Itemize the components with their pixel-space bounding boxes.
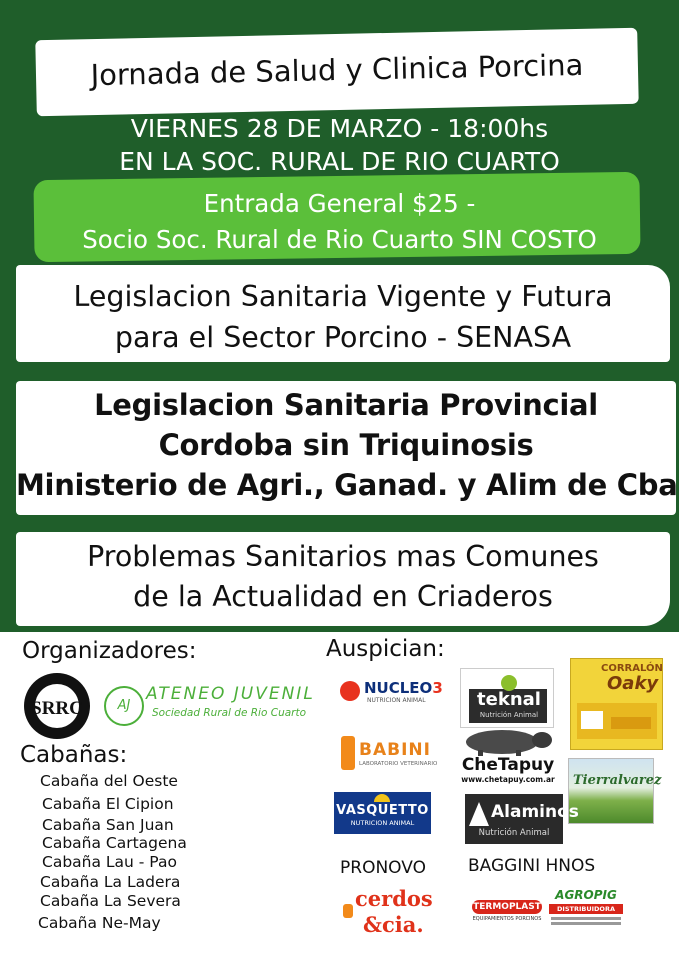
srrc-logo	[22, 670, 92, 742]
chetapuy-logo	[460, 728, 556, 788]
vasquetto-logo	[334, 792, 431, 834]
cabana-item: Cabaña La Ladera	[40, 873, 181, 891]
topic-card-1	[16, 265, 670, 362]
cerdos-line2: &cia.	[363, 912, 424, 937]
cabana-item: Cabaña San Juan	[42, 816, 174, 834]
cabanas-label: Cabañas:	[20, 742, 128, 768]
cabana-item: Cabaña El Cipion	[42, 795, 174, 813]
alaminos-logo	[465, 794, 579, 844]
topic-1-line-2: para el Sector Porcino - SENASA	[114, 321, 572, 354]
cabana-item: Cabaña Cartagena	[42, 834, 187, 852]
alaminos-name: Alaminos	[491, 802, 579, 822]
title-card	[35, 28, 638, 117]
pig-icon	[460, 728, 556, 756]
cabana-item: Cabaña del Oeste	[40, 772, 178, 790]
tierralvarez-logo	[568, 758, 662, 824]
baggini-text: BAGGINI HNOS	[468, 856, 596, 876]
cerdos-line1: cerdos	[355, 886, 433, 911]
teknal-name: teknal	[477, 689, 541, 710]
topic-3-line-1: Problemas Sanitarios mas Comunes	[87, 540, 599, 573]
teknal-logo	[460, 668, 554, 728]
entry-general-line: Entrada General $25 -	[203, 189, 476, 218]
topic-1-line-1: Legislacion Sanitaria Vigente y Futura	[73, 280, 613, 313]
topic-card-3	[16, 532, 670, 626]
oaky-logo	[570, 658, 663, 750]
topic-3-line-2: de la Actualidad en Criaderos	[133, 580, 553, 613]
ateneo-juvenil-logo	[100, 682, 325, 730]
cerdos-cia-logo	[343, 882, 433, 940]
termoplast-name: TERMOPLAST	[473, 902, 541, 912]
topic-2-line-2: Cordoba sin Triquinosis	[158, 428, 534, 462]
topic-2-line-1: Legislacion Sanitaria Provincial	[94, 388, 598, 422]
nucleo-tagline: NUTRICION ANIMAL	[367, 697, 426, 704]
sponsors-label: Auspician:	[326, 636, 445, 662]
ateneo-badge: AJ	[104, 686, 144, 726]
chetapuy-url: www.chetapuy.com.ar	[461, 775, 555, 784]
nucleo-name: NUCLEO	[364, 679, 433, 697]
ateneo-subtitle: Sociedad Rural de Rio Cuarto	[152, 707, 307, 719]
babini-logo	[337, 732, 438, 776]
topic-card-2	[16, 381, 676, 515]
oaky-top: CORRALÓN	[601, 663, 663, 674]
entry-block	[0, 186, 679, 258]
agropig-name: AGROPIG	[555, 888, 617, 902]
ateneo-name: ATENEO JUVENIL	[146, 684, 315, 704]
termoplast-tagline: EQUIPAMIENTOS PORCINOS	[472, 916, 542, 922]
alaminos-tagline: Nutrición Animal	[478, 828, 550, 838]
cabana-item: Cabaña La Severa	[40, 892, 181, 910]
oaky-name: Oaky	[607, 673, 659, 694]
venue-line: EN LA SOC. RURAL DE RIO CUARTO	[119, 147, 560, 176]
event-title: Jornada de Salud y Clinica Porcina	[90, 47, 584, 93]
cabana-item: Cabaña Lau - Pao	[42, 853, 177, 871]
agropig-tagline: DISTRIBUIDORA	[557, 905, 615, 913]
babini-tagline: LABORATORIO VETERINARIO	[359, 761, 438, 767]
date-line: VIERNES 28 DE MARZO - 18:00hs	[130, 114, 549, 143]
tierralvarez-name: Tierralvarez	[573, 773, 662, 788]
topic-2-line-3: Ministerio de Agri., Ganad. y Alim de Cba	[16, 468, 678, 502]
organizers-label: Organizadores:	[22, 638, 197, 664]
nucleo3-logo	[335, 674, 443, 710]
babini-name: BABINI	[359, 740, 431, 760]
vasquetto-tagline: NUTRICION ANIMAL	[350, 819, 415, 827]
chetapuy-name: CheTapuy	[461, 755, 555, 775]
nucleo-sup: 3	[432, 679, 443, 697]
cabana-item: Cabaña Ne-May	[38, 914, 161, 932]
entry-socio-line: Socio Soc. Rural de Rio Cuarto SIN COSTO	[82, 225, 597, 254]
pronovo-text: PRONOVO	[340, 858, 426, 878]
termoplast-logo	[472, 890, 542, 930]
sponsors-section	[0, 632, 679, 960]
date-block	[0, 112, 679, 178]
srrc-letters: SRRC	[31, 698, 83, 719]
teknal-tagline: Nutrición Animal	[479, 711, 539, 719]
vasquetto-name: VASQUETTO	[336, 803, 429, 818]
agropig-logo	[545, 886, 627, 930]
